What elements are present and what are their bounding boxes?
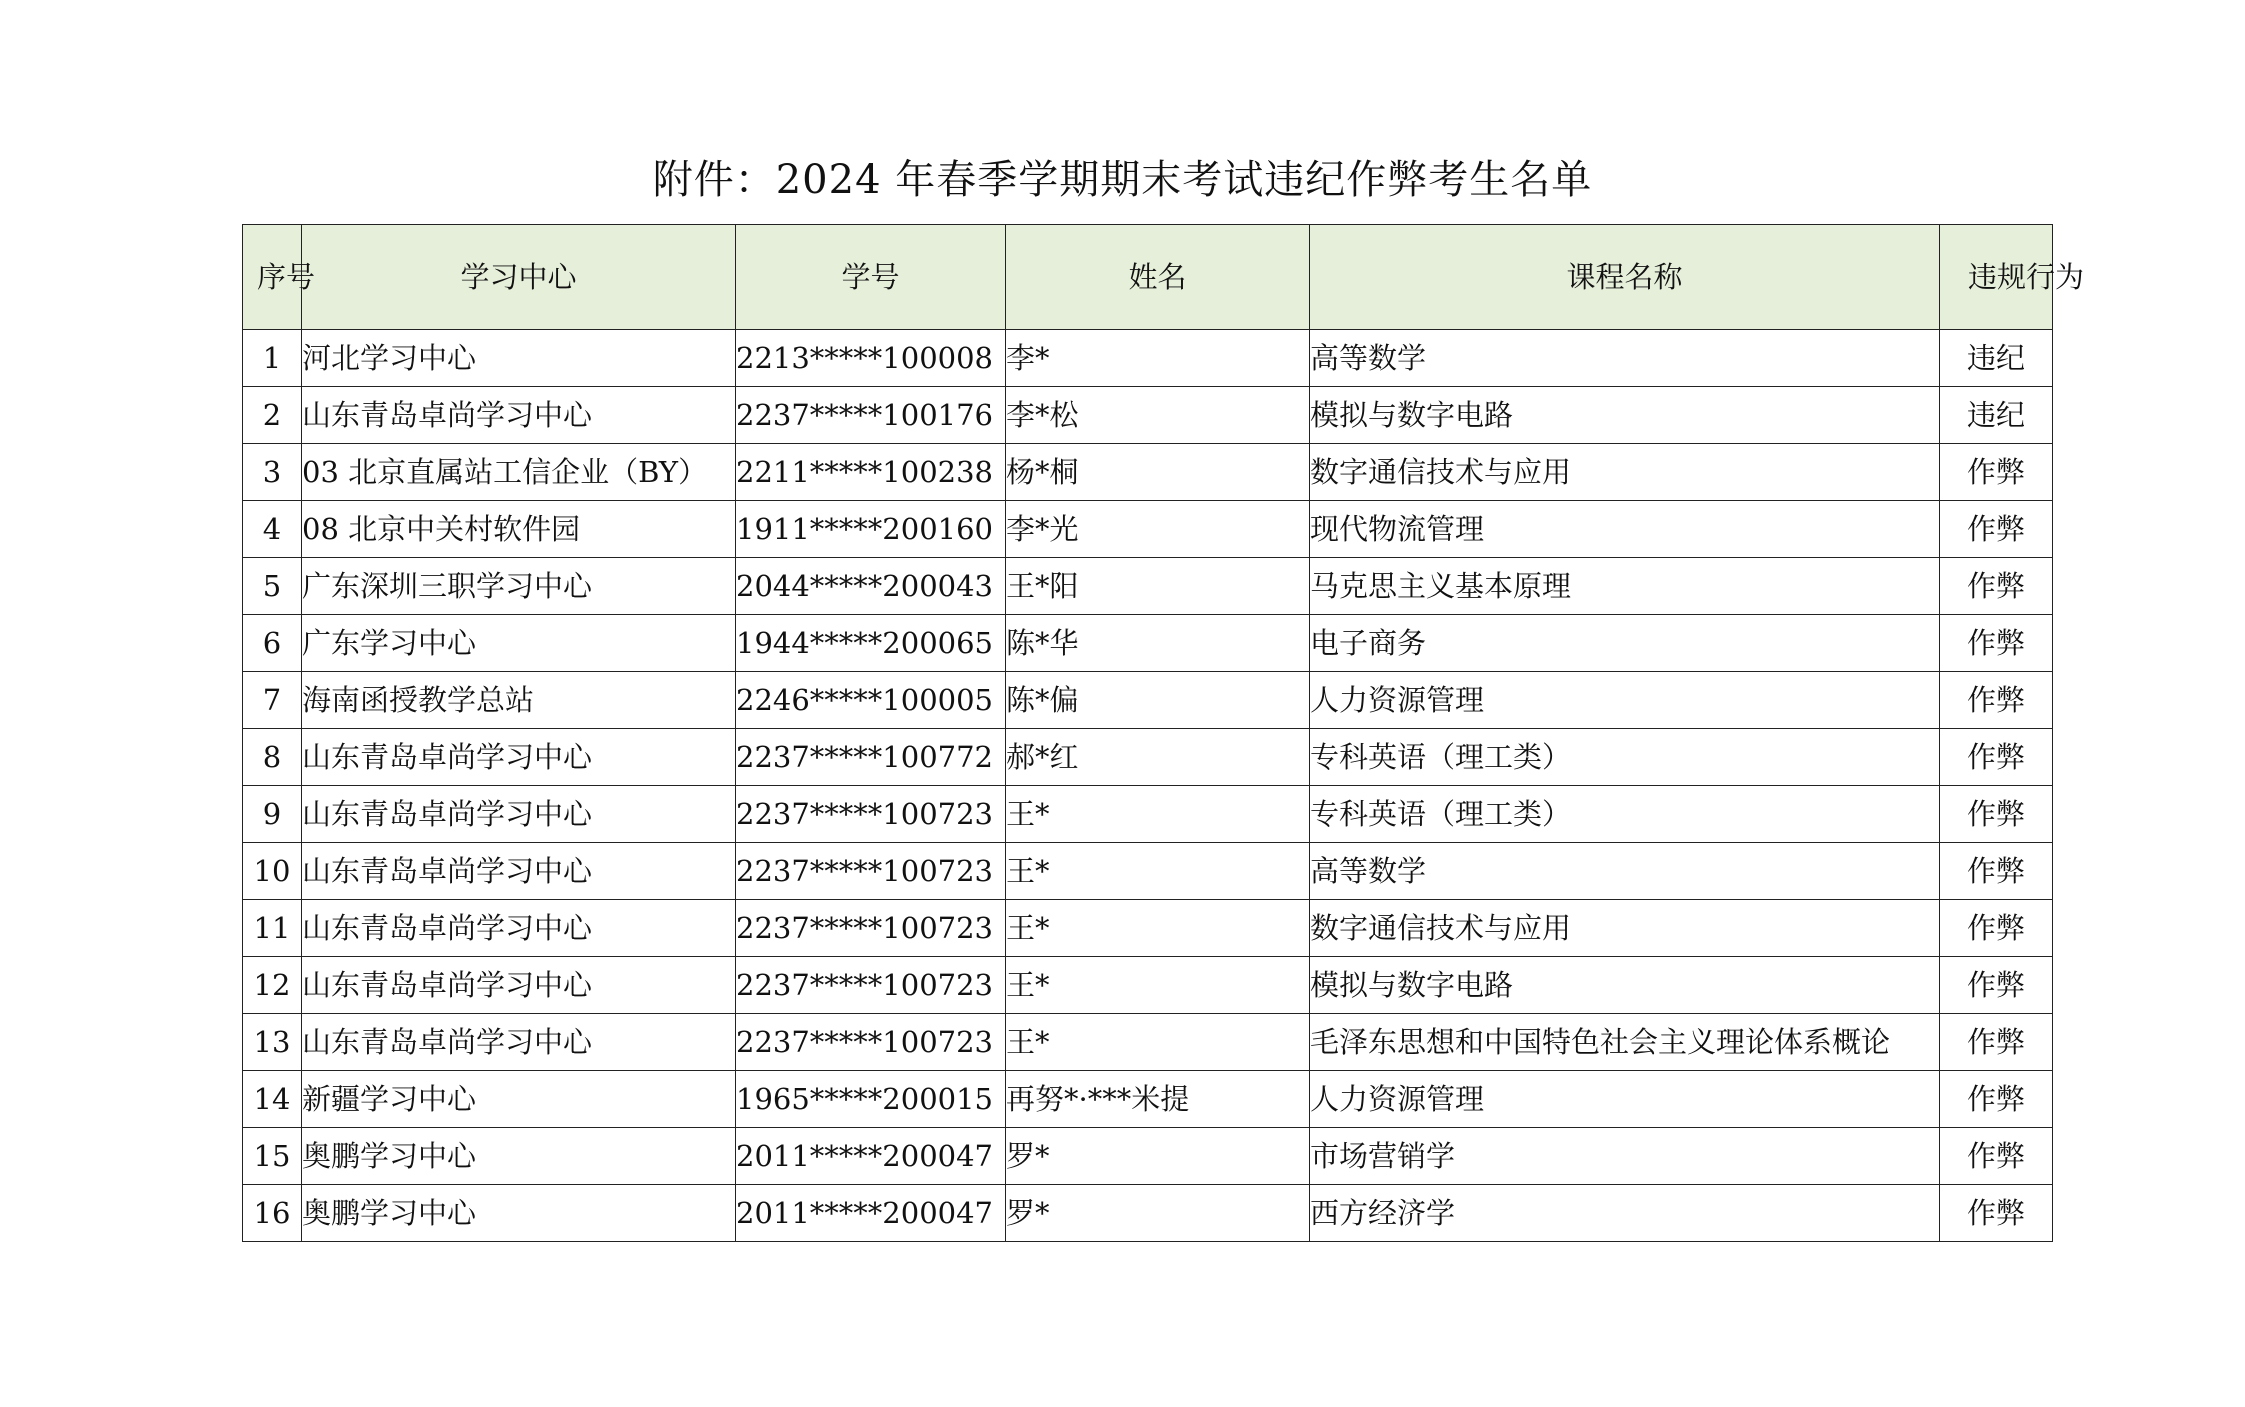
cell-seq: 13 <box>243 1014 302 1071</box>
cell-course-name: 数字通信技术与应用 <box>1310 900 1940 957</box>
cell-violation-type: 作弊 <box>1940 615 2053 672</box>
cell-learning-center: 08 北京中关村软件园 <box>302 501 736 558</box>
cell-course-name: 模拟与数字电路 <box>1310 387 1940 444</box>
cell-course-name: 马克思主义基本原理 <box>1310 558 1940 615</box>
table-row <box>243 1185 2053 1242</box>
cell-seq: 4 <box>243 501 302 558</box>
cell-course-name: 专科英语（理工类） <box>1310 729 1940 786</box>
cell-seq: 16 <box>243 1185 302 1242</box>
cell-student-name: 王* <box>1006 843 1310 900</box>
cell-learning-center: 河北学习中心 <box>302 330 736 387</box>
cell-violation-type: 作弊 <box>1940 1014 2053 1071</box>
cell-course-name: 人力资源管理 <box>1310 672 1940 729</box>
cell-student-name: 陈*华 <box>1006 615 1310 672</box>
cell-learning-center: 新疆学习中心 <box>302 1071 736 1128</box>
table-row <box>243 444 2053 501</box>
header-learning-center: 学习中心 <box>302 225 736 330</box>
cell-violation-type: 作弊 <box>1940 786 2053 843</box>
cell-student-id: 2237*****100176 <box>736 387 1006 444</box>
table-row <box>243 387 2053 444</box>
table-row <box>243 729 2053 786</box>
document-title: 附件：2024 年春季学期期末考试违纪作弊考生名单 <box>652 157 1593 203</box>
cell-student-id: 2211*****100238 <box>736 444 1006 501</box>
cell-student-id: 2044*****200043 <box>736 558 1006 615</box>
cell-seq: 8 <box>243 729 302 786</box>
cell-learning-center: 03 北京直属站工信企业（BY） <box>302 444 736 501</box>
cell-student-name: 李*松 <box>1006 387 1310 444</box>
header-name: 姓名 <box>1006 225 1310 330</box>
cell-learning-center: 海南函授教学总站 <box>302 672 736 729</box>
cell-violation-type: 作弊 <box>1940 501 2053 558</box>
cell-student-name: 罗* <box>1006 1185 1310 1242</box>
violation-table <box>242 224 2085 1242</box>
cell-course-name: 高等数学 <box>1310 843 1940 900</box>
cell-student-id: 2213*****100008 <box>736 330 1006 387</box>
header-seq: 序号 <box>243 225 302 330</box>
table-row <box>243 615 2053 672</box>
cell-student-name: 王* <box>1006 1014 1310 1071</box>
table-row <box>243 672 2053 729</box>
cell-seq: 9 <box>243 786 302 843</box>
cell-seq: 11 <box>243 900 302 957</box>
cell-seq: 1 <box>243 330 302 387</box>
cell-seq: 10 <box>243 843 302 900</box>
cell-violation-type: 作弊 <box>1940 672 2053 729</box>
cell-student-name: 罗* <box>1006 1128 1310 1185</box>
cell-violation-type: 违纪 <box>1940 330 2053 387</box>
table-row <box>243 1071 2053 1128</box>
cell-student-name: 王* <box>1006 957 1310 1014</box>
cell-learning-center: 奥鹏学习中心 <box>302 1185 736 1242</box>
cell-violation-type: 作弊 <box>1940 900 2053 957</box>
cell-student-id: 2237*****100723 <box>736 900 1006 957</box>
cell-student-id: 2011*****200047 <box>736 1185 1006 1242</box>
cell-student-id: 1965*****200015 <box>736 1071 1006 1128</box>
cell-course-name: 高等数学 <box>1310 330 1940 387</box>
table-row <box>243 843 2053 900</box>
cell-student-id: 2237*****100723 <box>736 786 1006 843</box>
cell-student-name: 再努*·***米提 <box>1006 1071 1310 1128</box>
header-student-id: 学号 <box>736 225 1006 330</box>
cell-student-name: 李*光 <box>1006 501 1310 558</box>
header-course: 课程名称 <box>1310 225 1940 330</box>
cell-course-name: 市场营销学 <box>1310 1128 1940 1185</box>
cell-learning-center: 山东青岛卓尚学习中心 <box>302 786 736 843</box>
cell-course-name: 电子商务 <box>1310 615 1940 672</box>
cell-learning-center: 山东青岛卓尚学习中心 <box>302 957 736 1014</box>
cell-student-name: 杨*桐 <box>1006 444 1310 501</box>
cell-student-id: 2246*****100005 <box>736 672 1006 729</box>
cell-violation-type: 作弊 <box>1940 444 2053 501</box>
cell-course-name: 数字通信技术与应用 <box>1310 444 1940 501</box>
cell-course-name: 专科英语（理工类） <box>1310 786 1940 843</box>
cell-seq: 2 <box>243 387 302 444</box>
table-row <box>243 558 2053 615</box>
table-row <box>243 786 2053 843</box>
cell-violation-type: 作弊 <box>1940 1185 2053 1242</box>
table-row <box>243 900 2053 957</box>
cell-learning-center: 广东学习中心 <box>302 615 736 672</box>
table-row <box>243 957 2053 1014</box>
cell-course-name: 人力资源管理 <box>1310 1071 1940 1128</box>
cell-student-name: 王* <box>1006 900 1310 957</box>
cell-student-name: 郝*红 <box>1006 729 1310 786</box>
cell-student-id: 1944*****200065 <box>736 615 1006 672</box>
cell-violation-type: 作弊 <box>1940 843 2053 900</box>
cell-seq: 7 <box>243 672 302 729</box>
cell-learning-center: 山东青岛卓尚学习中心 <box>302 729 736 786</box>
cell-violation-type: 违纪 <box>1940 387 2053 444</box>
cell-violation-type: 作弊 <box>1940 558 2053 615</box>
cell-violation-type: 作弊 <box>1940 957 2053 1014</box>
cell-learning-center: 山东青岛卓尚学习中心 <box>302 387 736 444</box>
cell-seq: 3 <box>243 444 302 501</box>
table-row <box>243 501 2053 558</box>
table-header-row <box>243 225 2053 330</box>
cell-student-id: 2237*****100723 <box>736 957 1006 1014</box>
cell-student-id: 1911*****200160 <box>736 501 1006 558</box>
cell-learning-center: 奥鹏学习中心 <box>302 1128 736 1185</box>
cell-student-id: 2011*****200047 <box>736 1128 1006 1185</box>
table-row <box>243 1128 2053 1185</box>
table-row <box>243 1014 2053 1071</box>
cell-course-name: 毛泽东思想和中国特色社会主义理论体系概论 <box>1310 1014 1940 1071</box>
cell-seq: 5 <box>243 558 302 615</box>
table-row <box>243 330 2053 387</box>
cell-student-id: 2237*****100723 <box>736 843 1006 900</box>
cell-student-name: 陈*偏 <box>1006 672 1310 729</box>
cell-violation-type: 作弊 <box>1940 729 2053 786</box>
cell-student-name: 王*阳 <box>1006 558 1310 615</box>
cell-learning-center: 山东青岛卓尚学习中心 <box>302 1014 736 1071</box>
cell-violation-type: 作弊 <box>1940 1128 2053 1185</box>
cell-student-name: 李* <box>1006 330 1310 387</box>
cell-student-name: 王* <box>1006 786 1310 843</box>
cell-seq: 12 <box>243 957 302 1014</box>
cell-student-id: 2237*****100772 <box>736 729 1006 786</box>
cell-seq: 6 <box>243 615 302 672</box>
cell-course-name: 现代物流管理 <box>1310 501 1940 558</box>
cell-learning-center: 山东青岛卓尚学习中心 <box>302 843 736 900</box>
cell-learning-center: 广东深圳三职学习中心 <box>302 558 736 615</box>
cell-learning-center: 山东青岛卓尚学习中心 <box>302 900 736 957</box>
cell-student-id: 2237*****100723 <box>736 1014 1006 1071</box>
cell-course-name: 模拟与数字电路 <box>1310 957 1940 1014</box>
cell-seq: 14 <box>243 1071 302 1128</box>
cell-violation-type: 作弊 <box>1940 1071 2053 1128</box>
cell-course-name: 西方经济学 <box>1310 1185 1940 1242</box>
header-violation: 违规行为 <box>1940 225 2053 330</box>
cell-seq: 15 <box>243 1128 302 1185</box>
